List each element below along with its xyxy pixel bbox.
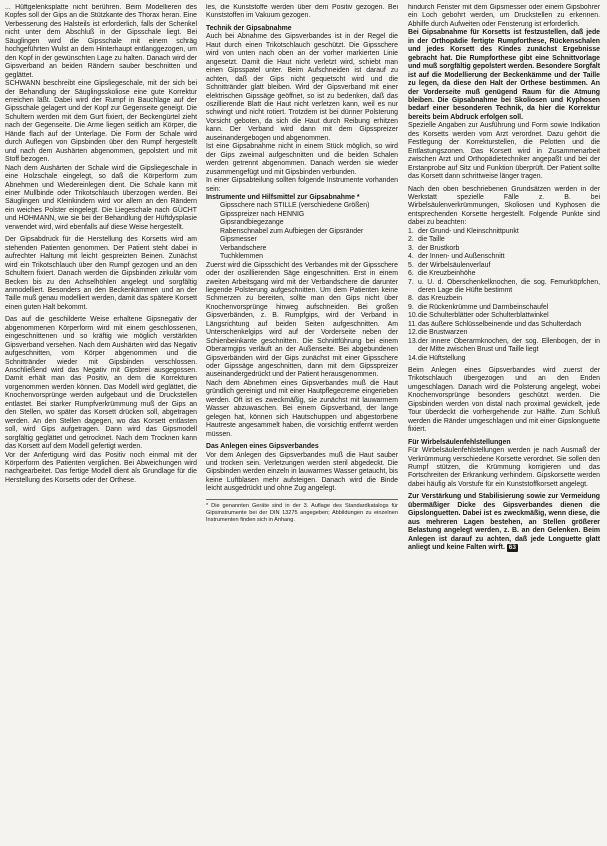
list-item: 14. die Hüftstellung bbox=[408, 354, 466, 362]
list-item: 1. der Grund- und Kleinschnittpunkt bbox=[408, 227, 519, 235]
paragraph: Nach den oben beschriebenen Grundsätzen werden in der Werkstatt spezielle Fälle z. B. bei Wirbelsäulenverkrümmungen, Skoliosen und Kyphosen die entsprechenden Korsette hergestellt. Folgende Punkte sind dabei zu beachten: bbox=[408, 185, 600, 227]
list-item: 5. der Wirbelsäulenverlauf bbox=[408, 261, 491, 269]
paragraph bbox=[408, 439, 600, 447]
list-item: Gipsspreizer nach HENNIG bbox=[220, 210, 305, 218]
list-item: 11. das äußere Schlüsselbeinende und das Schulterdach bbox=[408, 320, 582, 328]
list-item: Gipsmesser bbox=[220, 236, 257, 244]
list-item: 4. der Innen- und Außenschnitt bbox=[408, 253, 505, 261]
list-item: Tuchklemmen bbox=[220, 253, 264, 261]
section-heading: Instrumente und Hilfsmittel zur Gipsabnahme * bbox=[206, 193, 360, 201]
inline-heading: Für Wirbelsäulenfehlstellungen bbox=[408, 438, 511, 446]
paragraph: Ist eine Gipsabnahme nicht in einem Stück möglich, so wird der Gips zweimal aufgeschnitten und die beiden Schalen werden getrennt abgenommen. Danach werden sie wieder zusammengefügt und mit Gipsbinden verbunden. bbox=[206, 143, 398, 176]
paragraph: Nach dem Abnehmen eines Gipsverbandes muß die Haut gründlich gereinigt und mit einer Hautpflegecreme eingerieben werden. Oft ist es zweckmäßig, sie zunächst mit lauwarmem Wasser abzuwaschen. Bei einem Gipsverband, der lange gelegen hat, können sich Hautschuppen und abgestorbene Hautreste angesammelt haben, die vorsichtig entfernt werden müssen. bbox=[206, 379, 398, 438]
paragraph: Spezielle Angaben zur Ausführung und Form sowie Indikation des Korsetts werden vom Arzt verordnet. Dazu gehört die Festlegung der Korrekturstellen, die Pelotten und die Entlastungszonen. Das Korsett wird in Zusammenarbeit zwischen Arzt und Orthopädietechniker angepaßt und bei der Erstanprobe auf Sitz und Funktion überprüft. Der Patient sollte das Korsett dann schrittweise länger tragen. bbox=[408, 122, 600, 181]
paragraph: Vor der Anfertigung wird das Positiv noch einmal mit der Körperform des Patienten verglichen. Bei Abweichungen wird nachgearbeitet. Das fertige Modell dient als Grundlage für die Herstellung des Korsetts oder der Orthese. bbox=[5, 451, 197, 484]
list-item: 9. die Rückenkrümme und Darmbeinschaufel bbox=[408, 303, 549, 311]
list-item: 3. der Brustkorb bbox=[408, 244, 460, 252]
page-number: 63 bbox=[508, 544, 517, 552]
paragraph: Der Gipsabdruck für die Herstellung des Korsetts wird am stehenden Patienten genommen. Der Patient steht dabei in aufrechter Haltung mit leicht gespreizten Beinen. Zunächst wird ein Trikotschlauch über den Rumpf gezogen und an den Schultern fixiert. Danach werden die Gipsbinden zirkulär vom Becken bis zu den Achselhöhlen angelegt und sorgfältig anmodelliert. Besonders an den Beckenkämmen und an der Taille muß genau modelliert werden, damit das spätere Korsett einen guten Halt bekommt. bbox=[5, 236, 197, 311]
paragraph: Für Wirbelsäulenfehlstellungen werden je nach Ausmaß der Verkrümmung verschiedene Korsette verordnet. Sie sollen den Rumpf stützen, die Krümmung korrigieren und das Fortschreiten der Erkrankung verhindern. Gipskorsette werden dabei häufig als Vorstufe für ein Kunststoffkorsett angelegt. bbox=[408, 447, 600, 488]
list-item: 10. die Schulterblätter oder Schulterblattwinkel bbox=[408, 312, 549, 320]
list-item: 6. die Kreuzbeinhöhe bbox=[408, 270, 476, 278]
paragraph: Zur Verstärkung und Stabilisierung sowie zur Vermeidung übermäßiger Dicke des Gipsverbandes dienen die Gipslonguetten. Dabei ist es zweckmäßig, wenn diese, die aus mehreren Lagen bestehen, an Stellen größerer Belastung angelegt werden, z. B. an den Gelenken. Beim Anlegen ist darauf zu achten, daß jede Longuette glatt anliegt und keine Falten wirft. 63 bbox=[408, 493, 600, 552]
section-heading: Technik der Gipsabnahme bbox=[206, 24, 292, 32]
paragraph: Nach dem Aushärten der Schale wird die Gipsliegeschale in eine Holzschale eingelegt, so daß die Körperform zum Abnehmen und Wiedereinlegen dient. Die Schale kann mit einer Mullbinde oder Trikotschlauch überzogen werden. Bei Säuglingen und Kleinkindern wird vor allem an den Rändern ein weiches Polster eingelegt. Die Liegeschale nach GÜCHT und HOHMANN, wie sie bei der Behandlung der Hüftdysplasie verwendet wird, wird ebenfalls auf diese Weise hergestellt. bbox=[5, 164, 197, 231]
paragraph: SCHWANN beschreibt eine Gipsliegeschale, mit der sich bei der Behandlung der Säuglingsskoliose eine gute Korrektur erreichen läßt. Dabei wird der Rumpf in Bauchlage auf der Gipsschale gelagert und der Kopf zur Gegenseite geneigt. Die Schultern werden mit dem Gurt fixiert, der Beckengürtel zieht nach der Gegenseite. Die Arme liegen seitlich am Körper, die Hände flach auf der Unterlage. Die Form der Schale wird durch Auflegen von Gipsbinden über den Rumpf hergestellt und nach dem Aushärten abgenommen, gepolstert und mit Stoff bezogen. bbox=[5, 80, 197, 164]
paragraph: Bei Gipsabnahme für Korsetts ist festzustellen, daß jede in der Orthopädie fertigte Rumpforthese, Rückenschalen und jedes Korsett des Kindes zunächst Ergebnisse gebracht hat. Die Rumpforthese gibt eine Schnittvorlage und muß sorgfältig gepolstert werden. Besondere Sorgfalt ist auf die Modellierung der Beckenkämme und der Taille zu legen, da diese den Halt der Orthese bestimmen. An der Vorderseite muß genügend Raum für die Atmung bleiben. Die Gipsabnahme bei Skoliosen und Kyphosen bedarf einer besonderen Technik, da hier die Korrektur bereits beim Abdruck erfolgen soll. bbox=[408, 29, 600, 121]
tool-list bbox=[206, 202, 398, 261]
list-item: Gipsrandbiegezange bbox=[220, 219, 284, 227]
list-item: 13. der innere Oberarmknochen, der sog. Ellenbogen, der in der Mitte zwischen Brust und Taille liegt bbox=[408, 337, 600, 354]
list-item: 8. das Kreuzbein bbox=[408, 295, 463, 303]
list-item: Gipsschere nach STILLE (verschiedene Größen) bbox=[220, 202, 370, 210]
paragraph: les, die Kunststoffe werden über dem Positiv gezogen. Bei Kunststoffen im Vakuum gezogen. bbox=[206, 4, 398, 20]
column-left bbox=[5, 4, 197, 840]
paragraph: Das auf die geschilderte Weise erhaltene Gipsnegativ der abgenommenen Körperform wird mit einem geschlossenen, eingeschnittenen und so kräftig wie möglich verstärkten Gipsverband versehen. Nach dem Aushärten wird das Negativ aufgeschnitten, vom Körper abgenommen und die Schnittränder wieder mit Gipsbinden verschlossen. Anschließend wird das Negativ mit Gipsbrei ausgegossen. Damit erhält man das Positiv, an dem die Korrekturen vorgenommen werden können. Das Modell wird geglättet, die Knochenvorsprünge werden aufgebaut und die Druckstellen entlastet. Bei starker Rumpfverkrümmung muß der Gips an den Stellen, wo später das Korsett drücken soll, abgetragen werden. An den Stellen dagegen, wo das Korsett entlasten soll, wird Gips aufgetragen. Dann wird das Gipsmodell sorgfältig geglättet und getrocknet. Nach dem Trocknen kann das Korsett auf dem Modell gefertigt werden. bbox=[5, 316, 197, 451]
column-right bbox=[408, 4, 600, 840]
list-item: 7. u. U. d. Oberschenkelknochen, die sog. Femurköpfchen, deren Lage die Hüfte bestimmt bbox=[408, 278, 600, 294]
section-heading: Das Anlegen eines Gipsverbandes bbox=[206, 443, 319, 451]
numbered-list bbox=[408, 228, 600, 363]
list-item: Verbandschere bbox=[220, 244, 267, 252]
footnote: * Die genannten Geräte sind in der 3. Auflage des Standardkatalogs für Gipsinstrumente bei der DIN 13275 angegeben; Abbildungen zu einzelnen Instrumenten finden sich in Anhang. bbox=[206, 499, 398, 524]
paragraph: Auch bei Abnahme des Gipsverbandes ist in der Regel die Haut durch einen Trikotschlauch geschützt. Die Gipsschere wird von unten nach oben an der vorher markierten Linie angesetzt. Damit die Haut nicht verletzt wird, schiebt man einen Gipsspatel unter. Beim Aufschneiden ist darauf zu achten, daß der Gips nicht gequetscht wird und die Schnittränder glatt bleiben. Wird der Gipsverband mit einer elektrischen Gipssäge geöffnet, so ist zu bedenken, daß das oszillierende Blatt die Haut nicht verletzen kann, weil es nur schwingt und nicht rotiert. Trotzdem ist bei dünner Polsterung Vorsicht geboten, da sich die Haut durch Reibung erhitzen kann. Der Verband wird dann mit dem Gipsspreizer auseinandergebogen und abgenommen. bbox=[206, 33, 398, 142]
paragraph: Zuerst wird die Gipsschicht des Verbandes mit der Gipsschere oder der oszillierenden Säge eingeschnitten. Erst in einem zweiten Arbeitsgang wird mit der Verbandschere die darunter liegende Polsterung aufgeschnitten. Um dem Patienten keine Schmerzen zu bereiten, sollte man den Gips nicht über Knochenvorsprünge hinweg aufschneiden. Bei großen Gipsverbänden, z. B. Rumpfgips, wird der Verband in Längsrichtung auf beiden Seiten aufgeschnitten. Am Unterschenkelgips wird auf der Vorderseite neben der Schienbeinkante geschnitten. Die Schnittführung bei einem Oberarmgips verläuft an der Außenseite. Bei abgebundenen Gipsverbänden wird der Gips zunächst mit einer Gipsschere oder Gipssäge angeschnitten, dann mit dem Gipsspreizer auseinandergedrückt und der Patient herausgenommen. bbox=[206, 261, 398, 379]
paragraph: ... Hüftgelenksplatte nicht berühren. Beim Modellieren des Kopfes soll der Gips an die Stützkante des Thorax heran. Eine Verbesserung des Halsteils ist erforderlich, falls der Schenkel nicht unter dem Abschluß in der Gipsschale liegt. Bei Säuglingen wird die Gipsschale mit einem schräg hochgeführten Wulst an dem Hinterhaupt entlanggezogen, um den Kopf in der gewünschten Lage zu halten. Danach wird der Gipsverband an beiden Rändern sauber beschnitten und geglättet. bbox=[5, 4, 197, 79]
paragraph: Vor dem Anlegen des Gipsverbandes muß die Haut sauber und trocken sein. Verletzungen werden steril abgedeckt. Die Gipsbinden werden einzeln in lauwarmes Wasser getaucht, bis keine Luftblasen mehr aufsteigen. Danach wird die Binde leicht ausgedrückt und ohne Zug angelegt. bbox=[206, 451, 398, 493]
list-item: 2. die Taille bbox=[408, 236, 445, 244]
list-item: 12. die Brustwarzen bbox=[408, 329, 468, 337]
paragraph: Beim Anlegen eines Gipsverbandes wird zuerst der Trikotschlauch übergezogen und an den Enden umgeschlagen. Danach wird die Polsterung angelegt, wobei Knochenvorsprünge besonders geschützt werden. Die Gipsbinden werden von distal nach proximal gewickelt, jede Tour überdeckt die vorhergehende zur Hälfte. Zum Schluß werden die Ränder umgeschlagen und mit einer Gipslonguette fixiert. bbox=[408, 367, 600, 434]
paragraph: hindurch Fenster mit dem Gipsmesser oder einem Gipsbohrer ein Loch gebohrt werden, um Druckstellen zu erkennen. Abhilfe durch Aufweiten oder Fensterung ist erforderlich. bbox=[408, 4, 600, 28]
list-item: Rabenschnabel zum Aufbiegen der Gipsränder bbox=[220, 227, 364, 235]
column-middle bbox=[206, 4, 398, 840]
paragraph: In einer Gipsabteilung sollten folgende Instrumente vorhanden sein: bbox=[206, 177, 398, 193]
